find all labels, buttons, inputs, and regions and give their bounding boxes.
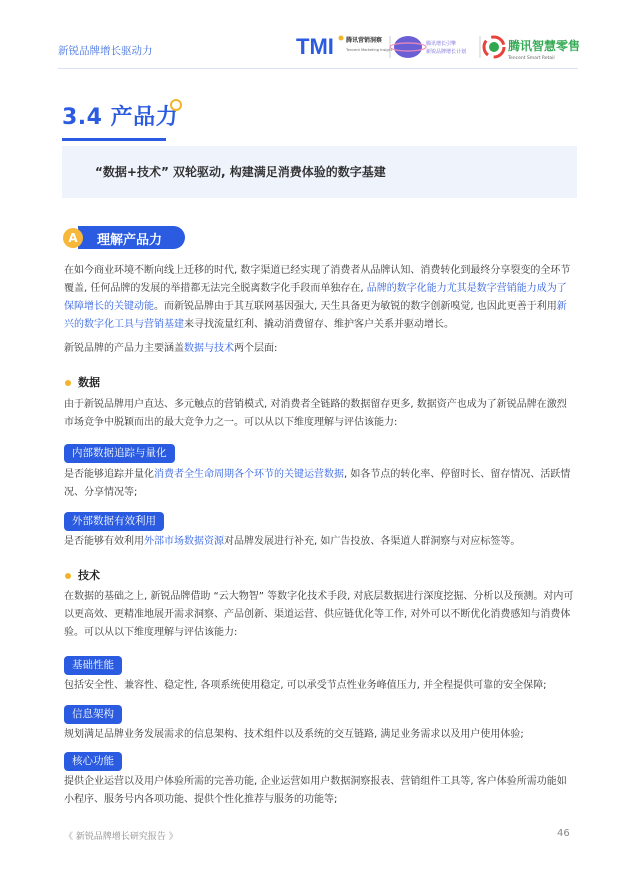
title-underline bbox=[62, 138, 166, 141]
intro-paragraph: 在如今商业环境不断向线上迁移的时代, 数字渠道已经实现了消费者从品牌认知、消费转化到最终分享裂变的全环节覆盖, 任何品牌的发展的举措都无法完全脱离数字化手段而单独存在, 品牌的数字化能力尤其是数字营销能力成为了保障增长的关键动能。而新锐品牌由于其互联网基因强大, 天生具备更为敏锐的数字创新嗅觉, 也因此更善于利用新兴的数字化工具与营销基建来寻找流量红利、撬动消费留存、维护客户关系并驱动增长。 bbox=[64, 265, 571, 330]
partner-logos bbox=[296, 32, 586, 62]
header-title: 新锐品牌增长驱动力 bbox=[58, 45, 153, 57]
footer-report-title: 《 新锐品牌增长研究报告 》 bbox=[64, 832, 178, 842]
smart-retail-logo bbox=[484, 37, 580, 61]
page-number: 46 bbox=[557, 828, 570, 839]
svg-text:腾讯营销洞察: 腾讯营销洞察 bbox=[346, 37, 383, 44]
svg-text:Tencent Marketing Insight: Tencent Marketing Insight bbox=[346, 48, 393, 52]
highlight-text: 数据与技术 bbox=[184, 343, 234, 354]
svg-text:新锐品牌增长计划: 新锐品牌增长计划 bbox=[426, 49, 467, 55]
highlight-text: 外部市场数据资源 bbox=[144, 536, 224, 547]
tech-item-pill: 信息架构 bbox=[64, 705, 122, 724]
header-divider bbox=[58, 68, 578, 69]
data-item-pill: 外部数据有效利用 bbox=[64, 512, 164, 531]
highlight-text: 品牌的数字化能力尤其是数字营销能力成为了保障增长的关键动能 bbox=[64, 283, 567, 312]
growth-plan-logo bbox=[390, 36, 466, 58]
title-accent-dot bbox=[170, 99, 182, 111]
highlight-text: 新兴的数字化工具与营销基建 bbox=[64, 301, 567, 330]
section-title: 3.4 产品力 bbox=[62, 105, 179, 130]
tech-item-text: 规划满足品牌业务发展需求的信息架构、技术组件以及系统的交互链路, 满足业务需求以及用户使用体验; bbox=[64, 729, 524, 740]
intro-scope-paragraph: 新锐品牌的产品力主要涵盖数据与技术两个层面: bbox=[64, 343, 278, 354]
tech-heading: 技术 bbox=[78, 569, 100, 582]
data-item-text: 是否能够追踪并量化消费者全生命周期各个环节的关键运营数据, 如各节点的转化率、停留时长、留存情况、活跃情况、分享情况等; bbox=[64, 469, 571, 498]
svg-text:腾讯增长引擎: 腾讯增长引擎 bbox=[426, 41, 457, 47]
svg-text:腾讯智慧零售: 腾讯智慧零售 bbox=[508, 39, 581, 53]
svg-text:Tencent Smart Retail: Tencent Smart Retail bbox=[508, 56, 555, 61]
tech-item-pill: 基础性能 bbox=[64, 656, 122, 675]
highlight-text: 消费者全生命周期各个环节的关键运营数据 bbox=[154, 469, 344, 480]
subsection-letter: A bbox=[63, 228, 83, 248]
tech-item-text: 包括安全性、兼容性、稳定性, 各项系统使用稳定, 可以承受节点性业务峰值压力, 并全程提供可靠的安全保障; bbox=[64, 680, 547, 691]
data-heading: 数据 bbox=[78, 376, 100, 389]
tech-item-text: 提供企业运营以及用户体验所需的完善功能, 企业运营如用户数据洞察报表、营销组件工具等, 客户体验所需功能如小程序、服务号内各项功能、提供个性化推荐与服务的功能等; bbox=[64, 776, 567, 805]
tmi-logo-text: TMI bbox=[296, 34, 334, 59]
subsection-title: 理解产品力 bbox=[97, 233, 163, 248]
bullet-dot bbox=[65, 573, 71, 579]
data-item-pill: 内部数据追踪与量化 bbox=[64, 444, 175, 463]
data-paragraph: 由于新锐品牌用户直达、多元触点的营销模式, 对消费者全链路的数据留存更多, 数据资产也成为了新锐品牌在激烈市场竞争中脱颖而出的最大竞争力之一。可以从以下维度理解与评估该能力: bbox=[64, 399, 567, 428]
section-banner-text: “数据+技术” 双轮驱动, 构建满足消费体验的数字基建 bbox=[95, 165, 386, 179]
bullet-dot bbox=[65, 380, 71, 386]
tech-paragraph: 在数据的基础之上, 新锐品牌借助 “云大物智” 等数字化技术手段, 对底层数据进行深度挖掘、分析以及预测。对内可以更高效、更精准地展开需求洞察、产品创新、渠道运营、供应链优化等工作, 对外可以不断优化消费感知与消费体验。可以从以下维度理解与评估该能力: bbox=[64, 591, 574, 638]
data-item-text: 是否能够有效利用外部市场数据资源对品牌发展进行补充, 如广告投放、各渠道人群洞察与对应标签等。 bbox=[64, 536, 521, 547]
tech-item-pill: 核心功能 bbox=[64, 752, 122, 771]
tmi-logo bbox=[296, 34, 393, 59]
